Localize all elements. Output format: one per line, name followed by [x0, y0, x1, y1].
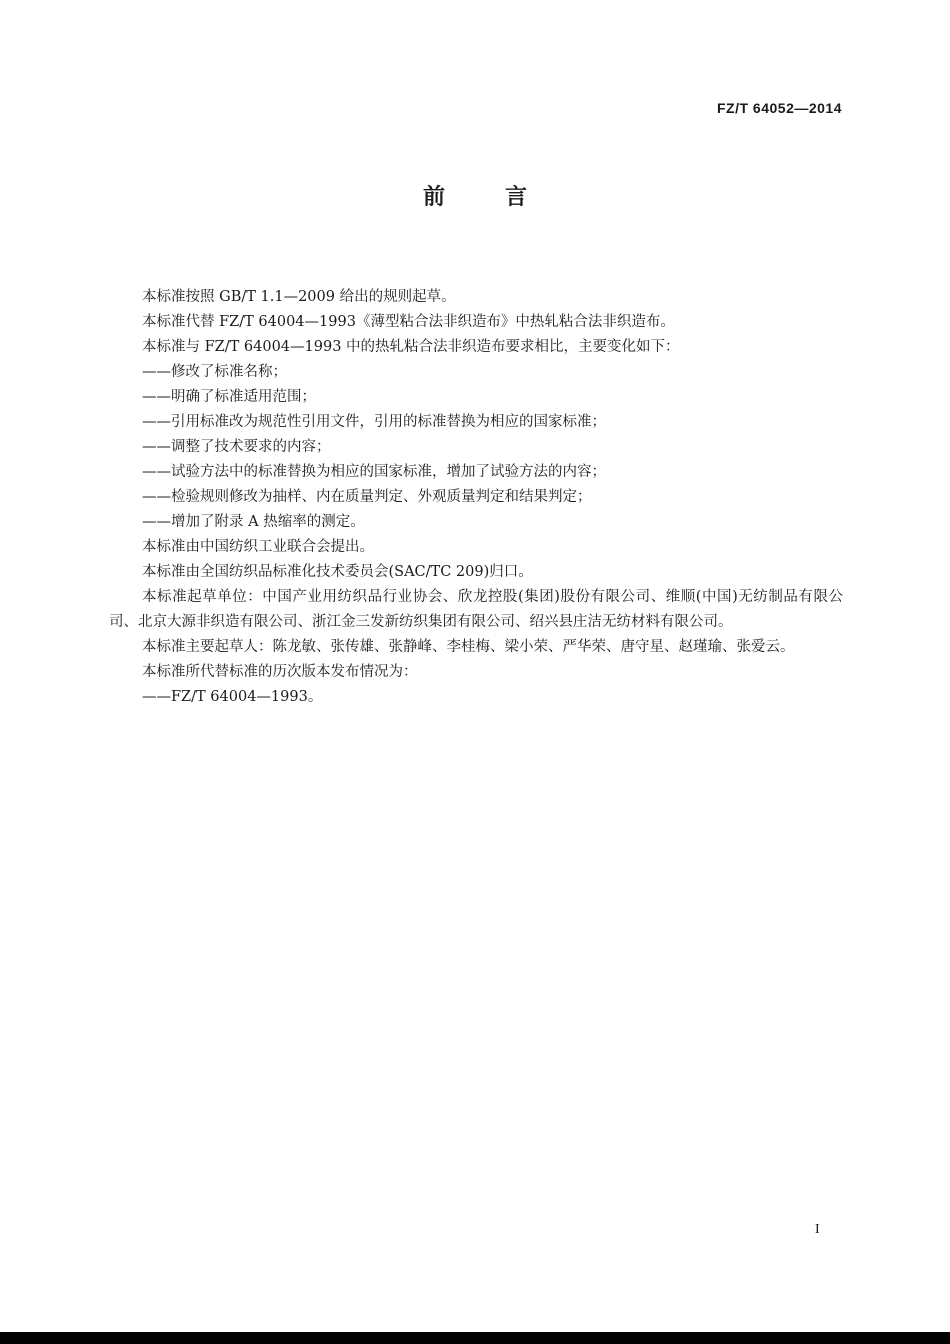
- paragraph-replaces: 本标准代替 FZ/T 64004—1993《薄型粘合法非织造布》中热轧粘合法非织造布。: [142, 314, 675, 330]
- change-item: ——增加了附录 A 热缩率的测定。: [142, 514, 365, 530]
- paragraph-proposer: 本标准由中国纺织工业联合会提出。: [142, 539, 374, 555]
- standard-code: FZ/T 64052—2014: [716, 100, 842, 116]
- paragraph-drafters: 本标准主要起草人：陈龙敏、张传雄、张静峰、李桂梅、梁小荣、严华荣、唐守星、赵瑾瑜、张爱云。: [142, 639, 795, 655]
- page-number: I: [815, 1222, 820, 1237]
- paragraph-changes-intro: 本标准与 FZ/T 64004—1993 中的热轧粘合法非织造布要求相比，主要变化如下：: [142, 339, 680, 355]
- change-item: ——检验规则修改为抽样、内在质量判定、外观质量判定和结果判定；: [142, 489, 592, 505]
- bottom-border: [0, 1332, 950, 1344]
- page-title: 前言: [422, 185, 587, 210]
- document-body: [109, 285, 843, 710]
- paragraph-drafting-units: 本标准起草单位：中国产业用纺织品行业协会、欣龙控股(集团)股份有限公司、维顺(中国)无纺制品有限公司、北京大源非织造有限公司、浙江金三发新纺织集团有限公司、绍兴县庄洁无纺材料有限公司。: [109, 589, 843, 630]
- change-item: ——调整了技术要求的内容；: [142, 439, 331, 455]
- paragraph-centralized: 本标准由全国纺织品标准化技术委员会(SAC/TC 209)归口。: [142, 564, 533, 580]
- history-item: ——FZ/T 64004—1993。: [142, 689, 323, 705]
- paragraph-history-intro: 本标准所代替标准的历次版本发布情况为：: [142, 664, 418, 680]
- change-item: ——修改了标准名称；: [142, 364, 287, 380]
- paragraph-drafting-rules: 本标准按照 GB/T 1.1—2009 给出的规则起草。: [142, 289, 456, 305]
- change-item: ——试验方法中的标准替换为相应的国家标准，增加了试验方法的内容；: [142, 464, 606, 480]
- change-item: ——明确了标准适用范围；: [142, 389, 316, 405]
- change-item: ——引用标准改为规范性引用文件，引用的标准替换为相应的国家标准；: [142, 414, 606, 430]
